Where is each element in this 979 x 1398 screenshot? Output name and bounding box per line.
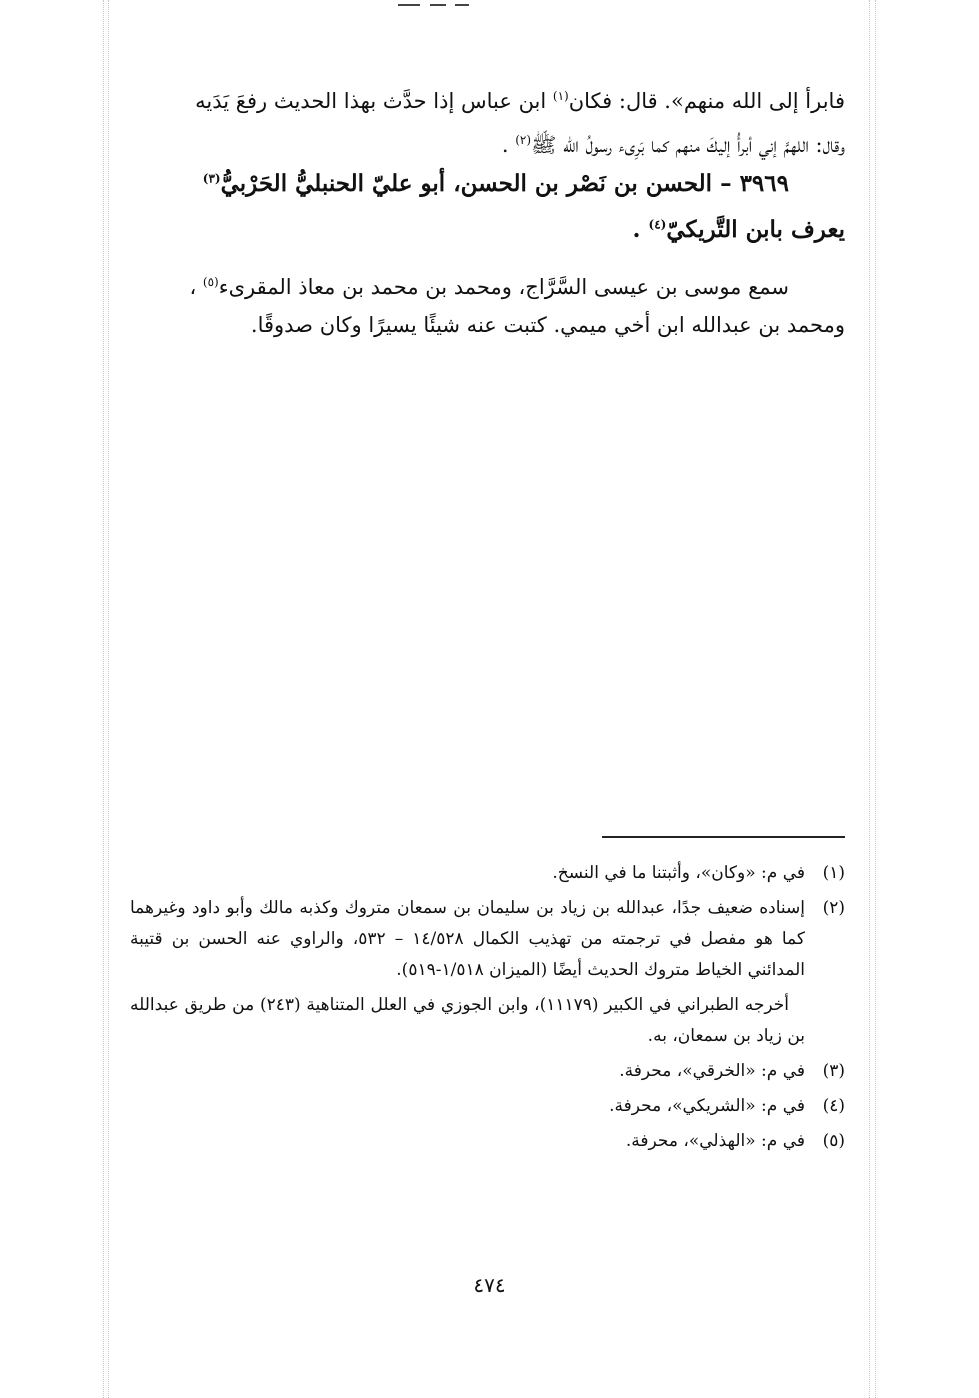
footnote-number: (٢) xyxy=(822,898,845,918)
footnote-item xyxy=(130,1056,845,1087)
entry-heading-continued: يعرف بابن التَّريكيّ$^{(٤)}$ . xyxy=(632,216,845,243)
footnote-item xyxy=(130,858,845,889)
body-paragraph: ومحمد بن عبدالله ابن أخي ميمي. كتبت عنه شيئًا يسيرًا وكان صدوقًا. xyxy=(250,313,845,337)
body-line: فابرأ إلى الله منهم». قال: فكان$^{(١)}$ ابن عباس إذا حدَّث بهذا الحديث رفعَ يَدَيه xyxy=(195,89,845,113)
footnote-number: (٣) xyxy=(822,1061,845,1081)
footnote-item xyxy=(130,1091,845,1122)
footnote-separator xyxy=(602,836,845,838)
footnote-number: (١) xyxy=(822,863,845,883)
entry-heading: ٣٩٦٩ – الحسن بن نَصْر بن الحسن، أبو عليّ الحنبليُّ الحَرْبيُّ$^{(٣)}$ xyxy=(202,170,789,197)
footnote-ref: (١) xyxy=(552,89,569,103)
scan-guide-line xyxy=(869,0,870,1398)
scan-top-mark xyxy=(455,4,469,6)
footnote-ref: (٤) xyxy=(648,217,667,232)
footnote-ref: (٣) xyxy=(202,171,221,186)
body-line: وقال: اللهمَّ إني أبرأُ إليكَ منهم كما بَرِىء رسولُ الله ﷺ$^{(٢)}$ . xyxy=(501,133,845,157)
scan-top-mark xyxy=(398,4,420,6)
footnote-text: في م: «الخرقي»، محرفة. xyxy=(619,1061,805,1081)
footnotes xyxy=(130,858,845,1161)
footnote-number: (٥) xyxy=(822,1131,845,1151)
page-number: ٤٧٤ xyxy=(473,1273,506,1297)
footnote-ref: (٢) xyxy=(515,133,532,147)
scan-guide-line xyxy=(103,0,104,1398)
scan-top-mark xyxy=(430,4,446,6)
scan-guide-line xyxy=(875,0,876,1398)
footnote-item xyxy=(130,893,845,986)
footnote-ref: (٥) xyxy=(202,275,219,289)
footnote-text: في م: «وكان»، وأثبتنا ما في النسخ. xyxy=(552,863,805,883)
body-paragraph: سمع موسى بن عيسى السَّرَّاج، ومحمد بن محمد بن معاذ المقرىء$^{(٥)}$ ، xyxy=(189,275,789,299)
footnote-text: في م: «الشريكي»، محرفة. xyxy=(609,1096,805,1116)
page-body xyxy=(130,86,845,354)
footnote-continuation: أخرجه الطبراني في الكبير (١١١٧٩)، وابن الجوزي في العلل المتناهية (٢٤٣) من طريق عبدالله بن زياد بن سمعان، به. xyxy=(130,995,805,1046)
scan-guide-line xyxy=(108,0,109,1398)
footnote-number: (٤) xyxy=(822,1096,845,1116)
footnote-text: في م: «الهذلي»، محرفة. xyxy=(625,1131,805,1151)
footnote-text: إسناده ضعيف جدًا، عبدالله بن زياد بن سليمان بن سمعان متروك وكذبه مالك وأبو داود وغيرهما كما هو مفصل في ترجمته من تهذيب الكمال ١٤/٥٢٨ – ٥٣٢، والراوي عنه الحسن بن قتيبة المدائني الخياط متروك الحديث أيضًا (الميزان ١/٥١٨-٥١٩). xyxy=(130,898,805,980)
footnote-item xyxy=(130,1126,845,1157)
